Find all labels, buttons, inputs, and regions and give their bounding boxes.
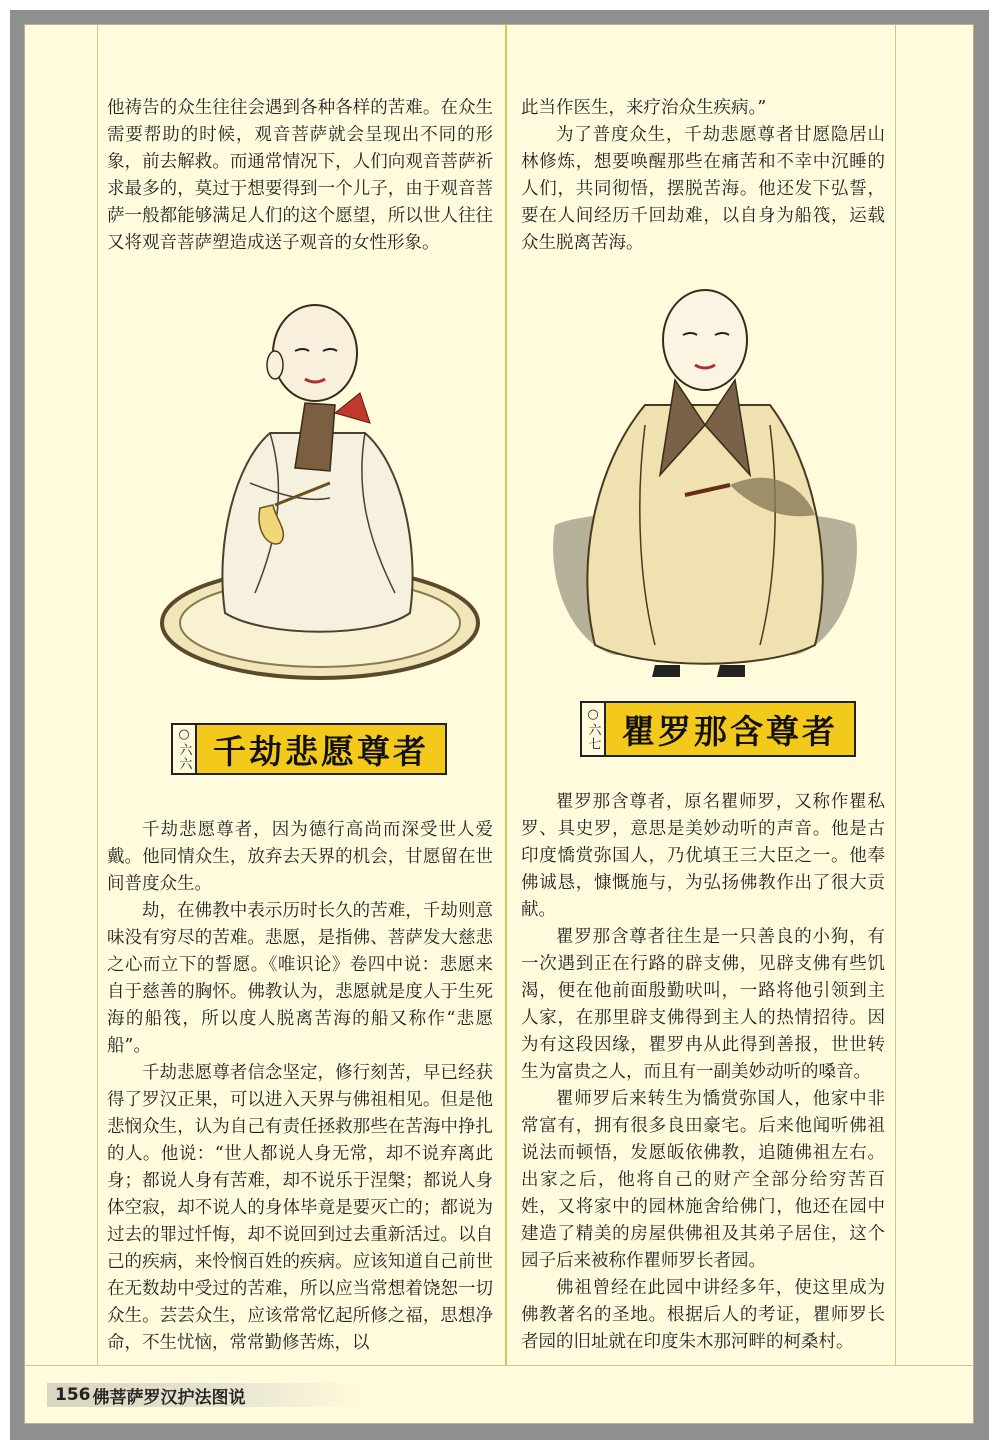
juluonahan-arhat-illustration: [535, 285, 875, 685]
qianjie-beiyuan-arhat-illustration: [155, 293, 485, 703]
left-body-text: [107, 817, 493, 1357]
left-paragraph: 劫，在佛教中表示历时长久的苦难，千劫则意味没有穷尽的苦难。悲愿，是指佛、菩萨发大慈悲之心而立下的誓愿。《唯识论》卷四中说：悲愿来自于慈善的胸怀。佛教认为，悲愿就是度人于生死海的船筏，所以度人脱离苦海的船又称作“悲愿船”。: [107, 901, 493, 1056]
bottom-rule: [25, 1365, 974, 1366]
center-column-rule: [505, 25, 507, 1365]
page-footer: [47, 1383, 366, 1407]
right-title: 瞿罗那含尊者: [606, 701, 856, 757]
right-paragraph: 瞿罗那含尊者往生是一只善良的小狗，有一次遇到正在行路的辟支佛，见辟支佛有些饥渴，便在他前面殷勤吠叫，一路将他引领到主人家，在那里辟支佛得到主人的热情招待。因为有这段因缘，瞿罗冉从此得到善报，世世转生为富贵之人，而且有一副美妙动听的嗓音。: [521, 927, 885, 1082]
right-body-text: [521, 789, 885, 1356]
right-top-paragraph: 为了普度众生，千劫悲愿尊者甘愿隐居山林修炼，想要唤醒那些在痛苦和不幸中沉睡的人们，共同彻悟，摆脱苦海。他还发下弘誓，要在人间经历千回劫难，以自身为船筏，运载众生脱离苦海。: [521, 125, 885, 253]
left-paragraph: 千劫悲愿尊者信念坚定，修行刻苦，早已经获得了罗汉正果，可以进入天界与佛祖相见。但是他悲悯众生，认为自己有责任拯救那些在苦海中挣扎的人。他说：“世人都说人身无常，却不说弃离此身；都说人身有苦难，却不说乐于涅槃；都说人身体空寂，却不说人的身体毕竟是要灭亡的；都说为过去的罪过忏悔，却不说回到过去重新活过。以自己的疾病，来怜悯百姓的疾病。应该知道自己前世在无数劫中受过的苦难，所以应当常想着饶恕一切众生。芸芸众生，应该常常忆起所修之福，思想净命，不生忧恼，常常勤修苦炼，以: [107, 1063, 493, 1353]
left-title: 千劫悲愿尊者: [197, 723, 447, 775]
left-paragraph: 千劫悲愿尊者，因为德行高尚而深受世人爱戴。他同情众生，放弃去天界的机会，甘愿留在世间普度众生。: [107, 820, 493, 894]
right-title-plate: [580, 701, 856, 757]
right-paragraph: 瞿罗那含尊者，原名瞿师罗，又称作瞿私罗、具史罗，意思是美妙动听的声音。他是古印度憍赏弥国人，乃优填王三大臣之一。他奉佛诚恳，慷慨施与，为弘扬佛教作出了很大贡献。: [521, 792, 885, 920]
left-top-paragraph: 他祷告的众生往往会遇到各种各样的苦难。在众生需要帮助的时候，观音菩萨就会呈现出不同的形象，前去解救。而通常情况下，人们向观音菩萨祈求最多的，莫过于想要得到一个儿子，由于观音菩萨一般都能够满足人们的这个愿望，所以世人往往又将观音菩萨塑造成送子观音的女性形象。: [107, 98, 493, 253]
left-margin-rule: [97, 25, 98, 1365]
right-paragraph: 佛祖曾经在此园中讲经多年，使这里成为佛教著名的圣地。根据后人的考证，瞿师罗长者园的旧址就在印度朱木那河畔的柯桑村。: [521, 1278, 885, 1352]
right-top-paragraph: 此当作医生，来疗治众生疾病。”: [521, 98, 767, 118]
right-top-text: [521, 95, 885, 257]
book-title: 佛菩萨罗汉护法图说: [92, 1387, 246, 1408]
left-top-text: [107, 95, 493, 257]
book-page: [24, 24, 974, 1424]
left-title-plate: [171, 723, 447, 775]
right-paragraph: 瞿师罗后来转生为憍赏弥国人，他家中非常富有，拥有很多良田豪宅。后来他闻听佛祖说法而顿悟，发愿皈依佛教，追随佛祖左右。出家之后，他将自己的财产全部分给穷苦百姓，又将家中的园林施舍给佛门，他还在园中建造了精美的房屋供佛祖及其弟子居住，这个园子后来被称作瞿师罗长者园。: [521, 1089, 885, 1271]
right-margin-rule: [895, 25, 896, 1365]
right-title-number: ○六七: [580, 701, 606, 757]
page-number: 156: [55, 1385, 91, 1405]
left-title-number: ○六六: [171, 723, 197, 775]
